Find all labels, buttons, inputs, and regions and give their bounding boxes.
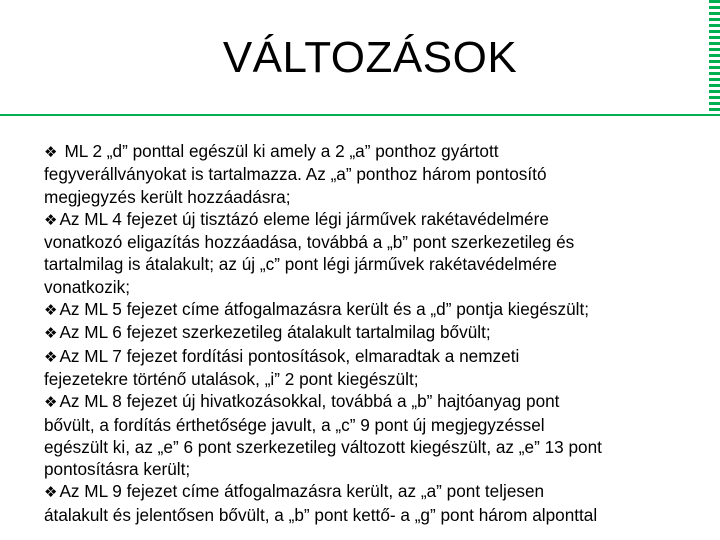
bullet-text: Az ML 9 fejezet címe átfogalmazásra került, az „a” pont teljesen [59, 481, 545, 502]
diamond-bullet-icon: ❖ [44, 324, 58, 343]
bullet-text: bővült, a fordítás érthetősége javult, a „c” 9 pont új megjegyzéssel [44, 414, 545, 435]
diamond-bullet-icon: ❖ [44, 483, 58, 502]
diamond-bullet-icon: ❖ [44, 393, 58, 412]
bullet-line [44, 436, 714, 458]
bullet-text: fejezetekre történő utalások, „i” 2 pont kiegészült; [44, 368, 419, 389]
bullet-text: Az ML 4 fejezet új tisztázó eleme légi járművek rakétavédelmére [59, 208, 549, 229]
bullet-line [44, 163, 714, 185]
diamond-bullet-icon: ❖ [44, 210, 58, 229]
diamond-bullet-icon: ❖ [44, 347, 58, 366]
diamond-bullet-icon: ❖ [44, 143, 58, 161]
bullet-text: tartalmilag is átalakult; az új „c” pont légi járművek rakétavédelmére [44, 254, 557, 275]
bullet-text: Az ML 8 fejezet új hivatkozásokkal, továbbá a „b” hajtóanyag pont [59, 391, 560, 412]
bullet-line [44, 231, 714, 253]
bullet-text: fegyverállványokat is tartalmazza. Az „a” ponthoz három pontosító [44, 164, 547, 185]
bullet-text: pontosításra került; [44, 459, 191, 480]
diamond-bullet-icon: ❖ [44, 301, 58, 320]
bullet-line [44, 368, 714, 390]
bullet-item [44, 140, 714, 208]
bullet-text: Az ML 7 fejezet fordítási pontosítások, elmaradtak a nemzeti [59, 345, 520, 366]
bullet-text: egészült ki, az „e” 6 pont szerkezetileg változott kiegészült, az „e” 13 pont [44, 436, 602, 457]
bullet-list [44, 140, 714, 526]
bullet-line [44, 390, 714, 413]
slide-title: VÁLTOZÁSOK [222, 33, 518, 82]
bullet-text: ML 2 „d” ponttal egészül ki amely a 2 „a” ponthoz gyártott [64, 141, 499, 161]
bullet-line [44, 414, 714, 436]
title-divider [0, 114, 720, 116]
bullet-item [44, 345, 714, 391]
bullet-item [44, 321, 714, 344]
bullet-item [44, 298, 714, 321]
bullet-item [44, 208, 714, 298]
bullet-line [44, 186, 714, 208]
bullet-text: vonatkozik; [44, 276, 130, 297]
bullet-line [44, 345, 714, 368]
bullet-line [44, 208, 714, 231]
bullet-line [44, 298, 714, 321]
bullet-line [44, 140, 714, 163]
bullet-line [44, 276, 714, 298]
bullet-item [44, 480, 714, 526]
bullet-text: megjegyzés került hozzáadásra; [44, 186, 291, 207]
bullet-item [44, 390, 714, 480]
bullet-text: Az ML 6 fejezet szerkezetileg átalakult tartalmilag bővült; [59, 322, 491, 343]
bullet-line [44, 458, 714, 480]
bullet-text: átalakult és jelentősen bővült, a „b” pont kettő- a „g” pont három alponttal [44, 504, 598, 525]
bullet-line [44, 480, 714, 503]
bullet-text: Az ML 5 fejezet címe átfogalmazásra került és a „d” pontja kiegészült; [59, 299, 590, 320]
bullet-text: vonatkozó eligazítás hozzáadása, továbbá a „b” pont szerkezetileg és [44, 232, 575, 253]
bullet-line [44, 504, 714, 526]
bullet-line [44, 253, 714, 275]
bullet-line [44, 321, 714, 344]
